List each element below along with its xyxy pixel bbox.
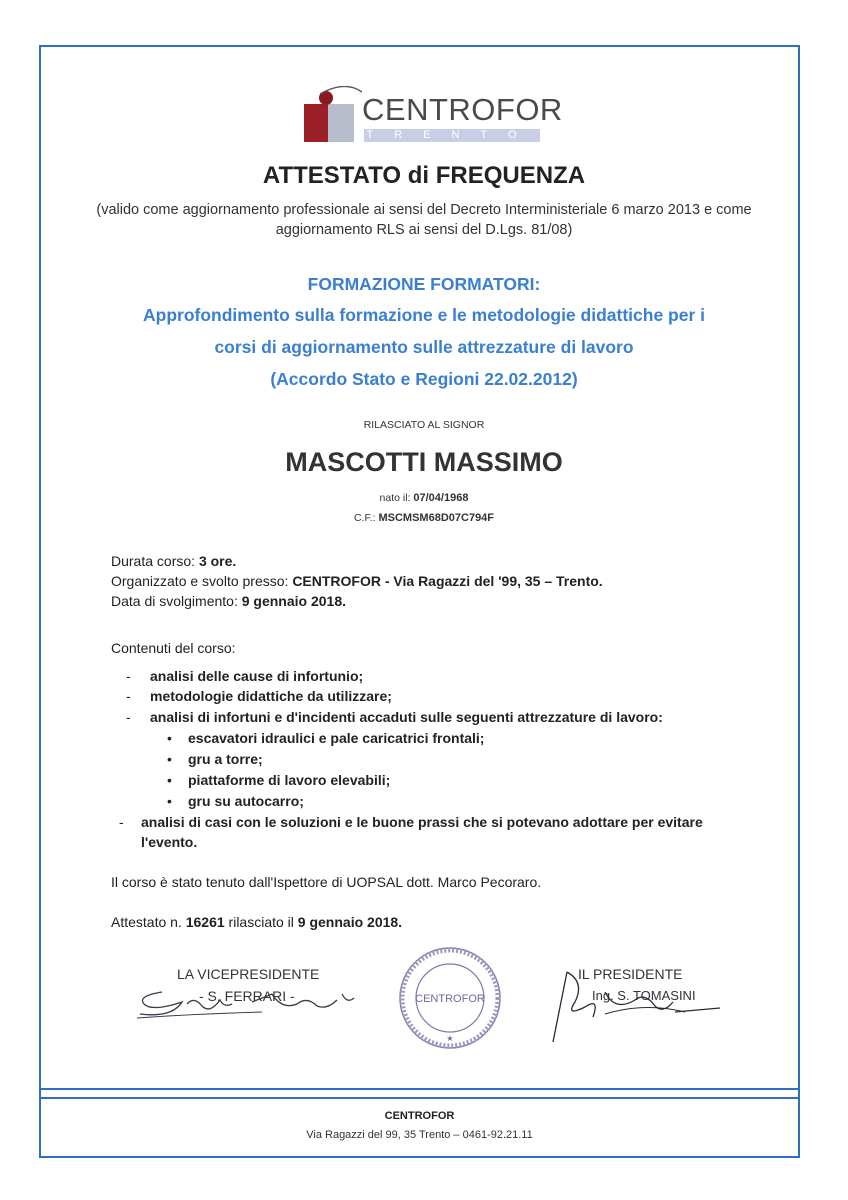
duration-label: Durata corso: [111, 553, 196, 569]
document-subtitle: (valido come aggiornamento professionale ai sensi del Decreto Interministeriale 6 marzo 2013 e come aggiornamento RLS ai sensi del D.Lgs. 81/08) [96, 202, 752, 238]
certificate-middle: rilasciato il [228, 914, 294, 930]
course-heading: FORMAZIONE FORMATORI: [307, 274, 541, 294]
logo-subtext: TRENTO [364, 129, 540, 142]
president-name: Ing. S. TOMASINI [592, 988, 696, 1003]
course-title-line-2: corsi di aggiornamento sulle attrezzature di lavoro [214, 337, 634, 357]
bullet-icon: • [167, 793, 172, 809]
footer-address: Via Ragazzi del 99, 35 Trento – 0461-92.21.11 [306, 1129, 533, 1141]
sub-list-item: piattaforme di lavoro elevabili; [188, 772, 391, 788]
certificate-date: 9 gennaio 2018. [297, 914, 403, 930]
sub-list-item: gru a torre; [188, 751, 263, 767]
recipient-name: MASCOTTI MASSIMO [285, 447, 563, 477]
list-item: analisi delle cause di infortunio; [150, 668, 364, 684]
date-label: Data di svolgimento: [111, 593, 238, 609]
tax-code-value: MSCMSM68D07C794F [378, 512, 495, 524]
list-item: metodologie didattiche da utilizzare; [150, 688, 392, 704]
course-title-line-3: (Accordo Stato e Regioni 22.02.2012) [270, 369, 578, 389]
vicepresident-name: - S. FERRARI - [199, 988, 295, 1004]
list-dash: - [119, 814, 124, 830]
list-dash: - [126, 668, 131, 684]
contents-label: Contenuti del corso: [111, 640, 236, 656]
vicepresident-signature [132, 974, 372, 1024]
birth-date-label: nato il: [379, 492, 411, 504]
centrofor-logo [300, 86, 563, 146]
bullet-icon: • [167, 772, 172, 788]
duration-value: 3 ore. [198, 553, 237, 569]
birth-date-row [60, 492, 788, 504]
inspector-note: Il corso è stato tenuto dall'Ispettore di UOPSAL dott. Marco Pecoraro. [111, 874, 542, 890]
bullet-icon: • [167, 751, 172, 767]
footer-organization: CENTROFOR [384, 1110, 455, 1122]
certificate-number: 16261 [185, 914, 225, 930]
list-dash: - [126, 709, 131, 725]
duration-row [111, 553, 236, 569]
footer-divider-top [39, 1088, 800, 1090]
sub-list-item: gru su autocarro; [188, 793, 304, 809]
course-title-line-1: Approfondimento sulla formazione e le metodologie didattiche per i [143, 305, 705, 325]
birth-date-value: 07/04/1968 [413, 492, 469, 504]
president-signature [545, 962, 725, 1046]
list-item: analisi di casi con le soluzioni e le buone prassi che si potevano adottare per evitare [141, 814, 703, 830]
sub-list-item: escavatori idraulici e pale caricatrici frontali; [188, 730, 485, 746]
stamp-star-icon: ★ [446, 1034, 454, 1043]
bullet-icon: • [167, 730, 172, 746]
logo-mark-icon [300, 86, 362, 146]
certificate-prefix: Attestato n. [111, 914, 182, 930]
logo-text: CENTROFOR [362, 92, 563, 127]
list-dash: - [126, 688, 131, 704]
president-title: IL PRESIDENTE [578, 966, 683, 982]
vicepresident-title: LA VICEPRESIDENTE [177, 966, 320, 982]
date-value: 9 gennaio 2018. [241, 593, 347, 609]
organizer-label: Organizzato e svolto presso: [111, 573, 289, 589]
stamp-text: CENTROFOR [415, 993, 485, 1005]
organizer-row [111, 573, 603, 589]
official-stamp [398, 946, 502, 1050]
certificate-number-row [111, 914, 402, 930]
tax-code-row [60, 512, 788, 524]
document-title: ATTESTATO di FREQUENZA [262, 162, 586, 189]
organizer-value: CENTROFOR - Via Ragazzi del '99, 35 – Trento. [292, 573, 603, 589]
footer-divider-bottom [39, 1097, 800, 1099]
issued-to-label: RILASCIATO AL SIGNOR [363, 419, 485, 431]
tax-code-label: C.F.: [353, 512, 376, 524]
list-item: analisi di infortuni e d'incidenti accaduti sulle seguenti attrezzature di lavoro: [150, 709, 663, 725]
list-item-continuation: l'evento. [141, 834, 198, 850]
date-row [111, 593, 346, 609]
